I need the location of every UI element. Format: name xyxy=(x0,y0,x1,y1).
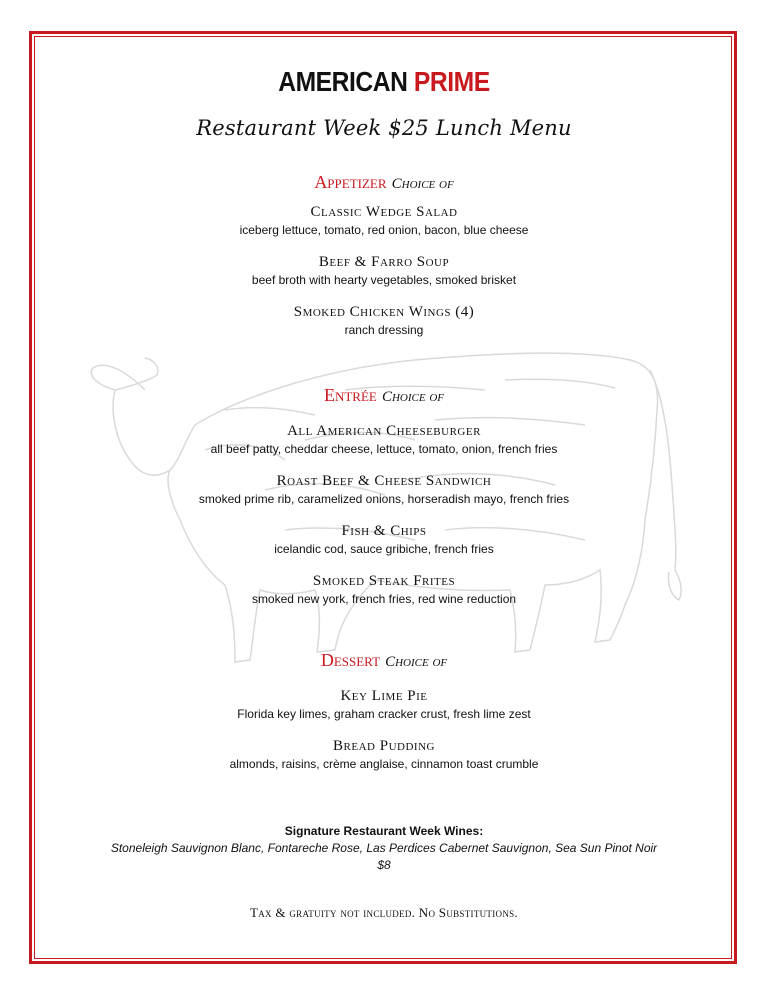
logo-word-american: AMERICAN xyxy=(278,66,408,97)
menu-item xyxy=(0,571,768,607)
menu-item xyxy=(0,302,768,338)
section-heading xyxy=(0,650,768,672)
menu-item xyxy=(0,421,768,457)
section-choice-label: Choice of xyxy=(381,389,444,405)
wine-feature xyxy=(0,822,768,874)
menu-item-description: smoked prime rib, caramelized onions, horseradish mayo, french fries xyxy=(198,492,570,506)
section-entree xyxy=(0,385,768,607)
section-choice-label: Choice of xyxy=(385,654,448,670)
menu-item-description: all beef patty, cheddar cheese, lettuce, tomato, onion, french fries xyxy=(210,442,558,456)
footer-note: Tax & gratuity not included. No Substitutions. xyxy=(250,905,518,920)
menu-item xyxy=(0,471,768,507)
menu-item-title: Classic Wedge Salad xyxy=(310,204,458,220)
menu-item xyxy=(0,521,768,557)
menu-item-title: All American Cheeseburger xyxy=(287,423,481,439)
menu-item-description: ranch dressing xyxy=(344,323,424,337)
wine-price: $8 xyxy=(377,858,391,872)
menu-item-title: Smoked Steak Frites xyxy=(312,573,456,589)
section-dessert xyxy=(0,650,768,772)
wine-heading: Signature Restaurant Week Wines: xyxy=(284,824,484,838)
menu-item-description: Florida key limes, graham cracker crust, fresh lime zest xyxy=(237,707,531,721)
wine-list: Stoneleigh Sauvignon Blanc, Fontareche Rose, Las Perdices Cabernet Sauvignon, Sea Sun Pinot Noir xyxy=(110,841,658,855)
menu-item xyxy=(0,202,768,238)
menu-item-title: Roast Beef & Cheese Sandwich xyxy=(276,473,492,489)
logo-word-prime: PRIME xyxy=(413,66,490,97)
menu-item xyxy=(0,686,768,722)
menu-item xyxy=(0,736,768,772)
menu-item-title: Bread Pudding xyxy=(333,738,435,754)
menu-title: Restaurant Week $25 Lunch Menu xyxy=(196,116,572,140)
section-name: Entrée xyxy=(323,385,377,405)
menu-item-description: smoked new york, french fries, red wine reduction xyxy=(251,592,517,606)
section-choice-label: Choice of xyxy=(391,176,454,192)
menu-item-description: beef broth with hearty vegetables, smoked brisket xyxy=(251,273,517,287)
section-name: Appetizer xyxy=(314,172,387,192)
menu-item-title: Fish & Chips xyxy=(341,523,427,539)
section-appetizer xyxy=(0,172,768,338)
menu-item-description: icelandic cod, sauce gribiche, french fries xyxy=(274,542,494,556)
section-heading xyxy=(0,385,768,407)
section-name: Dessert xyxy=(320,650,381,670)
menu-item-title: Key Lime Pie xyxy=(340,688,428,704)
section-heading xyxy=(0,172,768,194)
menu-item-title: Smoked Chicken Wings (4) xyxy=(293,304,475,320)
restaurant-logo xyxy=(46,66,722,98)
menu-item-description: iceberg lettuce, tomato, red onion, bacon, blue cheese xyxy=(239,223,529,237)
menu-item xyxy=(0,252,768,288)
menu-item-title: Beef & Farro Soup xyxy=(318,254,450,270)
menu-item-description: almonds, raisins, crème anglaise, cinnamon toast crumble xyxy=(229,757,539,771)
